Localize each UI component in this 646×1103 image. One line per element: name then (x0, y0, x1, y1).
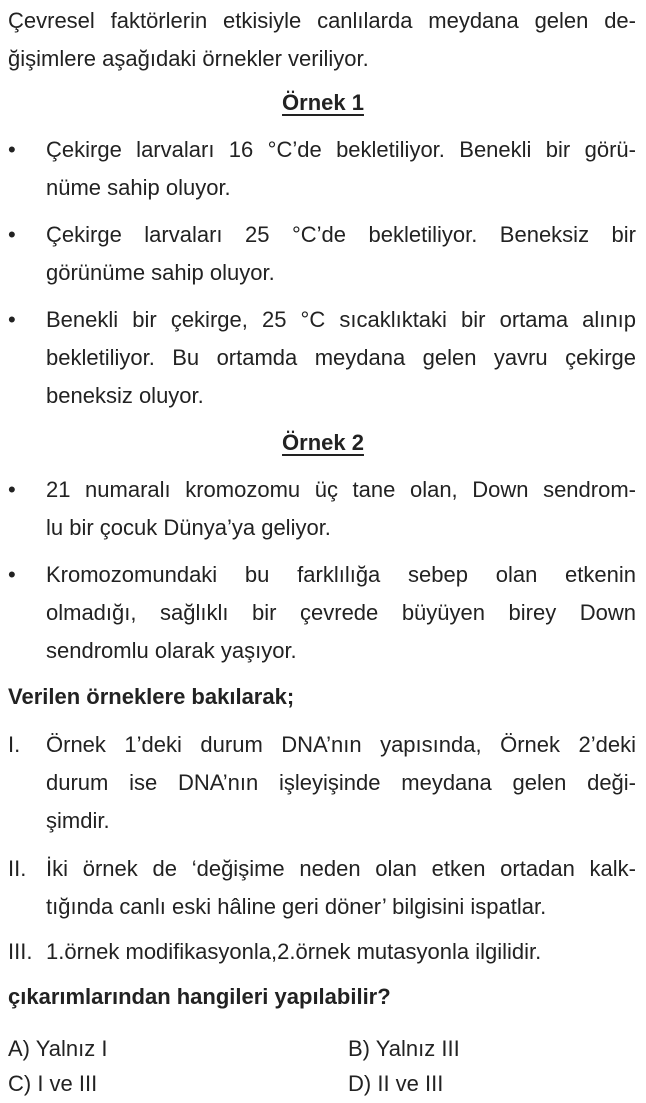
question-prompt: çıkarımlarından hangileri yapılabilir? (8, 984, 391, 1009)
intro-line-1: Çevresel faktörlerin etkisiyle canlılarda meydana gelen de- (8, 8, 636, 33)
option-d[interactable]: D) II ve III (348, 1071, 444, 1096)
statement-1-line-3: şimdir. (46, 808, 110, 833)
example-2-heading: Örnek 2 (282, 430, 364, 455)
statement-2-line-1: İki örnek de ‘değişime neden olan etken ortadan kalk- (46, 856, 636, 881)
statement-1-line-1: Örnek 1’deki durum DNA’nın yapısında, Örnek 2’deki (46, 732, 636, 757)
example-1-item-2-line-2: görünüme sahip oluyor. (46, 260, 275, 285)
statement-3-number: III. (8, 939, 33, 964)
bullet-icon: • (8, 477, 16, 502)
bullet-icon: • (8, 222, 16, 247)
bullet-icon: • (8, 307, 16, 332)
option-c[interactable]: C) I ve III (8, 1071, 98, 1096)
example-1-item-3-line-3: beneksiz oluyor. (46, 383, 204, 408)
example-1-heading: Örnek 1 (282, 90, 364, 115)
statement-1-line-2: durum ise DNA’nın işleyişinde meydana gelen deği- (46, 770, 636, 795)
option-a[interactable]: A) Yalnız I (8, 1036, 108, 1061)
example-1-item-1-line-1: Çekirge larvaları 16 °C’de bekletiliyor. Benekli bir görü- (46, 137, 636, 162)
example-1-item-3-line-1: Benekli bir çekirge, 25 °C sıcaklıktaki bir ortama alınıp (46, 307, 636, 332)
example-1-item-2-line-1: Çekirge larvaları 25 °C’de bekletiliyor. Beneksiz bir (46, 222, 636, 247)
bullet-icon: • (8, 562, 16, 587)
option-b[interactable]: B) Yalnız III (348, 1036, 460, 1061)
statement-3-line-1: 1.örnek modifikasyonla,2.örnek mutasyonla ilgilidir. (46, 939, 542, 964)
question-lead: Verilen örneklere bakılarak; (8, 684, 295, 709)
statement-2-line-2: tığında canlı eski hâline geri döner’ bilgisini ispatlar. (46, 894, 547, 919)
example-2-item-1-line-2: lu bir çocuk Dünya’ya geliyor. (46, 515, 331, 540)
statement-1-number: I. (8, 732, 21, 757)
example-2-item-2-line-1: Kromozomundaki bu farklılığa sebep olan etkenin (46, 562, 636, 587)
example-2-item-1-line-1: 21 numaralı kromozomu üç tane olan, Down sendrom- (46, 477, 636, 502)
example-2-item-2-line-3: sendromlu olarak yaşıyor. (46, 638, 297, 663)
bullet-icon: • (8, 137, 16, 162)
statement-2-number: II. (8, 856, 27, 881)
example-2-item-2-line-2: olmadığı, sağlıklı bir çevrede büyüyen birey Down (46, 600, 636, 625)
example-1-item-3-line-2: bekletiliyor. Bu ortamda meydana gelen yavru çekirge (46, 345, 636, 370)
example-1-item-1-line-2: nüme sahip oluyor. (46, 175, 231, 200)
intro-line-2: ğişimlere aşağıdaki örnekler veriliyor. (8, 46, 369, 71)
